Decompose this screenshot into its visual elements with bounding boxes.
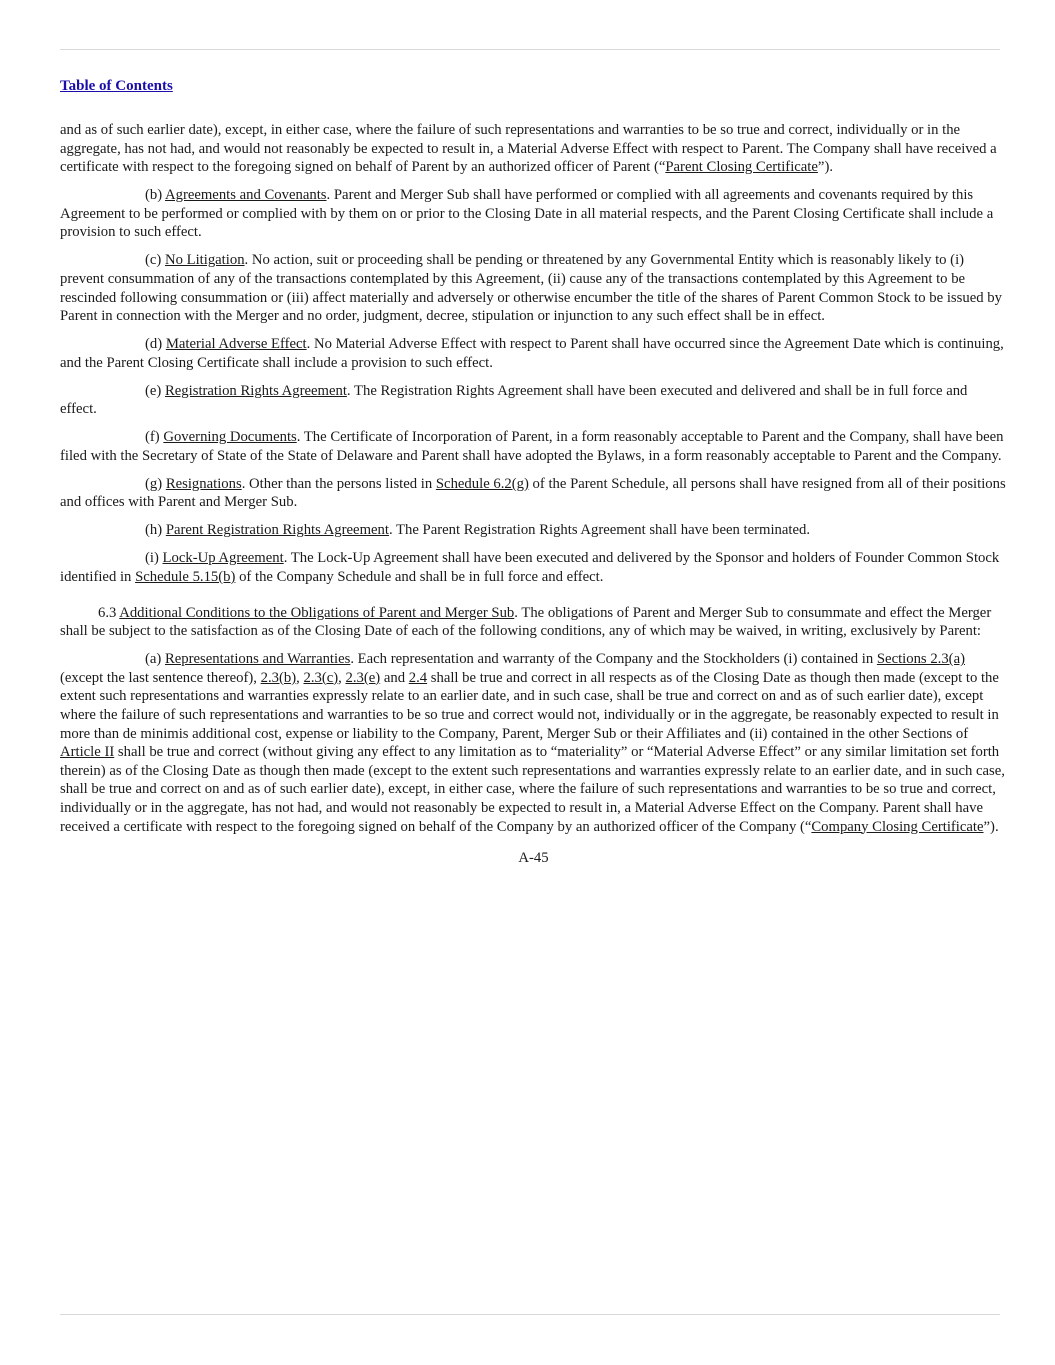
clause-heading: Lock-Up Agreement <box>162 550 284 567</box>
clause-heading: Parent Registration Rights Agreement <box>165 522 389 539</box>
table-of-contents-link[interactable]: Table of Contents <box>60 78 173 94</box>
defined-term: Parent Closing Certificate <box>665 159 818 176</box>
section-heading: Additional Conditions to the Obligations of Parent and Merger Sub <box>119 604 515 621</box>
clause-heading: Material Adverse Effect <box>165 336 307 353</box>
clause-h: (h) Parent Registration Rights Agreement. The Parent Registration Rights Agreement shall have been terminated. <box>145 522 811 539</box>
clause-heading: Agreements and Covenants <box>165 187 327 204</box>
clause-b: (b) Agreements and Covenants. Parent and Merger Sub shall have performed or complied with all agreements and covenants required by this Agreement to be performed or complied with by them on or prior to the Closing Date in all material respects, and the Parent Closing Certificate shall include a provision to such effect. <box>60 187 994 241</box>
article-reference: Article II <box>60 744 115 761</box>
schedule-reference: Schedule 6.2(g) <box>435 475 529 492</box>
page-number: A-45 <box>518 850 549 867</box>
section-reference: Sections 2.3(a) <box>876 651 965 668</box>
clause-heading: Registration Rights Agreement <box>164 382 347 399</box>
top-divider <box>60 49 1000 50</box>
schedule-reference: Schedule 5.15(b) <box>135 569 236 585</box>
section-reference: 2.3(c) <box>303 669 339 686</box>
clause-heading: No Litigation <box>164 252 245 269</box>
clause-a-representations: (a) Representations and Warranties. Each representation and warranty of the Company and the Stockholders (i) contained in Sections 2.3(a) (except the last sentence thereof), 2.3(b), 2.3(c), 2.3(e) and 2.4 shall be true and correct in all respects as of the Closing Date as though then made (except to the extent such representations and warranties expressly relate to an earlier date, and in such case, shall be true and correct on and as of such earlier date), except where the failure of such representations and warranties to be so true and correct would not, individually or in the aggregate, be reasonably expected to result in more than de minimis additional cost, expense or liability to the Company, Parent, Merger Sub or their Affiliates and (ii) contained in the other Sections of Article II shall be true and correct (without giving any effect to any limitation as to “materiality” or “Material Adverse Effect” or any similar limitation set forth therein) as of the Closing Date as though then made (except to the extent such representations and warranties expressly relate to an earlier date, and in such case, shall be true and correct on and as of such earlier date), except, in either case, where the failure of such representations and warranties to be so true and correct, individually or in the aggregate, has not had, and would not reasonably be expected to result in, a Material Adverse Effect on the Company. Parent shall have received a certificate with respect to the foregoing signed on behalf of the Company by an authorized officer of the Company (“Company Closing Certificate”). <box>60 651 1005 835</box>
section-reference: 2.3(e) <box>345 669 381 686</box>
clause-heading: Resignations <box>165 475 242 492</box>
clause-heading: Governing Documents <box>163 429 297 446</box>
section-6-3: 6.3 Additional Conditions to the Obligations of Parent and Merger Sub. The obligations of Parent and Merger Sub to consummate and effect the Merger shall be subject to the satisfaction as of the Closing Date of each of the following conditions, any of which may be waived, in writing, exclusively by Parent: <box>60 604 992 640</box>
document-body <box>60 121 1007 877</box>
bottom-divider <box>60 1314 1000 1315</box>
clause-g: (g) Resignations. Other than the persons listed in Schedule 6.2(g) of the Parent Schedule, all persons shall have resigned from all of their positions and offices with Parent and Merger Sub. <box>60 475 1006 511</box>
section-reference: 2.4 <box>408 669 428 686</box>
clause-f: (f) Governing Documents. The Certificate of Incorporation of Parent, in a form reasonably acceptable to Parent and the Company, shall have been filed with the Secretary of State of the State of Delaware and Parent shall have adopted the Bylaws, in a form reasonably acceptable to Parent and the Company. <box>60 429 1004 464</box>
paragraph-continuation: and as of such earlier date), except, in either case, where the failure of such representations and warranties to be so true and correct, individually or in the aggregate, has not had, and would not reasonably be expected to result in, a Material Adverse Effect with respect to Parent. The Company shall have received a certificate with respect to the foregoing signed on behalf of Parent by an authorized officer of Parent (“Parent Closing Certificate”). <box>60 122 997 176</box>
section-reference: 2.3(b) <box>260 669 297 686</box>
clause-c: (c) No Litigation. No action, suit or proceeding shall be pending or threatened by any Governmental Entity which is reasonably likely to (i) prevent consummation of any of the transactions contemplated by this Agreement, (ii) cause any of the transactions contemplated by this Agreement to be rescinded following consummation or (iii) affect materially and adversely or otherwise encumber the title of the shares of Parent Common Stock to be issued by Parent in connection with the Merger and no order, judgment, decree, stipulation or injunction to any such effect shall be in effect. <box>60 252 1002 325</box>
clause-heading: Representations and Warranties <box>164 651 351 668</box>
defined-term: Company Closing Certificate <box>811 818 984 835</box>
clause-i: (i) Lock-Up Agreement. The Lock-Up Agreement shall have been executed and delivered by the Sponsor and holders of Founder Common Stock identified in Schedule 5.15(b) of the Company Schedule and shall be in full force and effect. <box>60 550 1000 585</box>
clause-e: (e) Registration Rights Agreement. The Registration Rights Agreement shall have been executed and delivered and shall be in full force and effect. <box>60 382 968 418</box>
clause-d: (d) Material Adverse Effect. No Material Adverse Effect with respect to Parent shall have occurred since the Agreement Date which is continuing, and the Parent Closing Certificate shall include a provision to such effect. <box>60 336 1004 371</box>
